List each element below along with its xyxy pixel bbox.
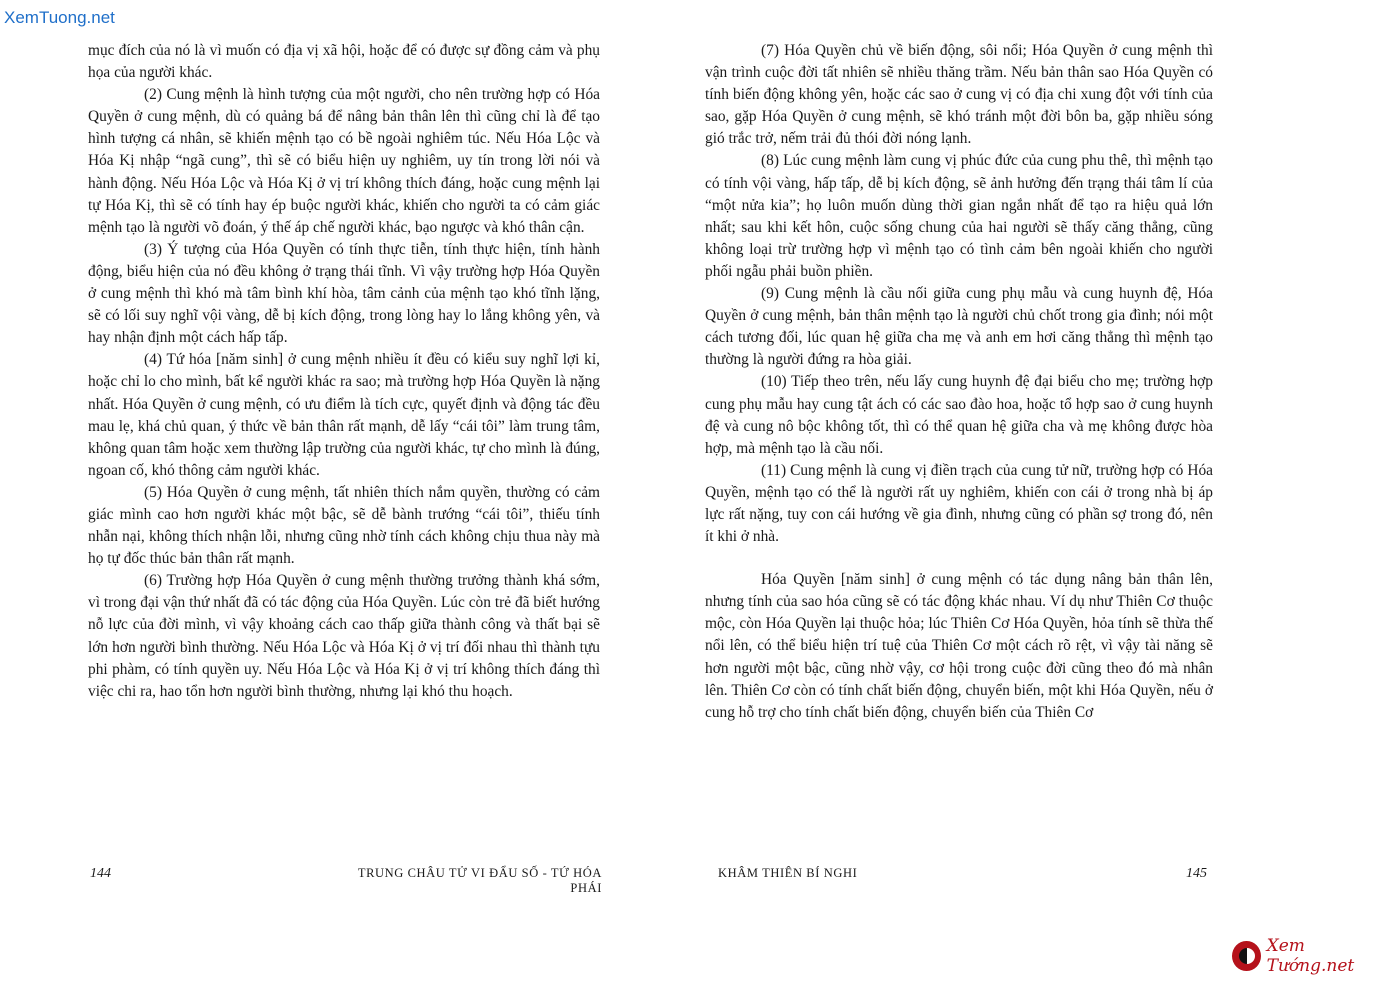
left-page-number: 144 (90, 866, 111, 881)
right-paragraph-6: Hóa Quyền [năm sinh] ở cung mệnh có tác dụng nâng bản thân lên, nhưng tính của sao hóa cũng sẽ có tác động khác nhau. Ví dụ như Thiên Cơ thuộc mộc, còn Hóa Quyền lại thuộc hỏa; lúc Thiên Cơ Hóa Quyền, hỏa tính sẽ thừa thế nổi lên, có thể biểu hiện trí tuệ của Thiên Cơ một cách rõ rệt, vì vậy tài năng sẽ hơn người một bậc, cũng nhờ vậy, cơ hội trong cuộc đời cũng theo đó mà nhân lên. Thiên Cơ còn có tính chất biến động, chuyển biến, một khi Hóa Quyền, nếu ở cung hỗ trợ cho tính chất biến động, chuyển biến của Thiên Cơ (705, 571, 1213, 721)
left-paragraph-3: (3) Ý tượng của Hóa Quyền có tính thực tiễn, tính thực hiện, tính hành động, biểu hiện của nó đều không ở trạng thái tĩnh. Vì vậy trường hợp Hóa Quyền ở cung mệnh thì khó mà tâm bình khí hòa, tâm cảnh của mệnh tạo khó tĩnh lặng, sẽ có lối suy nghĩ vội vàng, dễ bị kích động, trong lòng hay lo lắng không yên, và hay nhận định một cách hấp tấp. (88, 240, 600, 347)
right-paragraph-4: (10) Tiếp theo trên, nếu lấy cung huynh đệ đại biểu cho mẹ; trường hợp cung phụ mẫu hay cung tật ách có các sao đào hoa, hoặc tổ hợp sao ở cung huynh đệ và cung nô bộc không tốt, thì có thể quan hệ giữa cha và mẹ không được hòa hợp, mà mệnh tạo là cầu nối. (705, 373, 1213, 457)
yin-yang-icon (1232, 941, 1261, 971)
right-page-number: 145 (1186, 866, 1207, 881)
right-running-title: KHÂM THIÊN BÍ NGHI (718, 866, 858, 880)
left-page (88, 40, 600, 703)
left-paragraph-1: mục đích của nó là vì muốn có địa vị xã hội, hoặc để có được sự đồng cảm và phụ họa của người khác. (88, 42, 600, 82)
left-paragraph-6: (6) Trường hợp Hóa Quyền ở cung mệnh thường trưởng thành khá sớm, vì trong đại vận thứ nhất đã có tác động của Hóa Quyền. Lúc còn trẻ đã biết hướng nỗ lực của đời mình, vì vậy khoảng cách cao thấp giữa thành công và thất bại sẽ lớn hơn người bình thường. Nếu Hóa Lộc và Hóa Kị ở vị trí đối nhau thì thành tựu phi phàm, có tính quyền uy. Nếu Hóa Lộc và Hóa Kị ở vị trí không thích đáng thì việc chi ra, hao tổn hơn người bình thường, nhưng lại khó thu hoạch. (88, 572, 600, 700)
right-paragraph-1: (7) Hóa Quyền chủ về biến động, sôi nổi; Hóa Quyền ở cung mệnh thì vận trình cuộc đời tất nhiên sẽ nhiều thăng trầm. Nếu bản thân sao Hóa Quyền có tính biến động không yên, hoặc các sao ở cung vị có địa chi xung đột với tính của sao, gặp Hóa Quyền ở cung mệnh, sẽ khó tránh một đời bôn ba, gặp nhiều sóng gió trắc trở, nếm trải đủ thói đời nóng lạnh. (705, 42, 1213, 148)
left-paragraph-5: (5) Hóa Quyền ở cung mệnh, tất nhiên thích nắm quyền, thường có cảm giác mình cao hơn người khác một bậc, sẽ dễ bành trướng “cái tôi”, thiếu tính nhẫn nại, không thích nhận lỗi, nhưng cũng nhờ tính cách không chịu thua này mà họ tự đốc thúc bản thân rất mạnh. (88, 483, 600, 568)
site-logo[interactable] (1232, 937, 1392, 975)
right-paragraph-3: (9) Cung mệnh là cầu nối giữa cung phụ mẫu và cung huynh đệ, Hóa Quyền ở cung mệnh, bản thân mệnh tạo là người chủ chốt trong gia đình; nói một cách tương đối, lúc quan hệ giữa cha mẹ và anh em hơi căng thẳng thì mệnh tạo thường là người đứng ra hòa giải. (705, 285, 1213, 369)
left-running-title: TRUNG CHÂU TỬ VI ĐẨU SỐ - TỨ HÓA PHÁI (357, 866, 602, 895)
logo-text: Xem Tướng.net (1266, 936, 1355, 976)
right-paragraph-2: (8) Lúc cung mệnh làm cung vị phúc đức của cung phu thê, thì mệnh tạo có tính vội vàng, hấp tấp, dễ bị kích động, sẽ ảnh hưởng đến trạng thái tâm lí của “một nửa kia”; họ luôn muốn dùng thời gian ngắn nhất để tạo ra hiệu quả lớn nhất; sau khi kết hôn, cuộc sống chung của hai người sẽ thấy căng thẳng, cũng không loại trừ trường hợp vì mệnh tạo có tình cảm bên ngoài khiến cho người phối ngẫu phải buồn phiền. (705, 152, 1213, 280)
left-paragraph-4: (4) Tứ hóa [năm sinh] ở cung mệnh nhiều ít đều có kiểu suy nghĩ lợi kỉ, hoặc chỉ lo cho mình, bất kể người khác ra sao; mà trường hợp Hóa Quyền là nặng nhất. Hóa Quyền ở cung mệnh, có ưu điểm là tích cực, quyết định và động tác đều mau lẹ, khá chủ quan, ý thức về bản thân rất mạnh, dễ lấy “cái tôi” làm trung tâm, không quan tâm hoặc xem thường lập trường của người khác, tự cho mình là đúng, ngoan cố, khó thông cảm người khác. (88, 351, 600, 479)
left-paragraph-2: (2) Cung mệnh là hình tượng của một người, cho nên trường hợp có Hóa Quyền ở cung mệnh, dù có quảng bá để nâng bản thân lên thì cũng chỉ là để tạo hình tượng cá nhân, sẽ khiến mệnh tạo có bề ngoài nghiêm túc. Nếu Hóa Lộc và Hóa Kị nhập “ngã cung”, thì sẽ có biểu hiện uy nghiêm, uy tín trong lời nói và hành động. Nếu Hóa Lộc và Hóa Kị ở vị trí không thích đáng, hoặc cung mệnh lại tự Hóa Kị, thì sẽ có tính hay ép buộc người khác, khiến cho người ta có cảm giác mệnh tạo là người võ đoán, ý thế áp chế người khác, bạo ngược và khó thân cận. (88, 86, 600, 236)
right-page (705, 40, 1213, 724)
right-paragraph-5: (11) Cung mệnh là cung vị điền trạch của cung tử nữ, trường hợp có Hóa Quyền, mệnh tạo có thể là người rất uy nghiêm, khiến con cái ở trong nhà bị áp lực rất nặng, tuy con cái hướng về gia đình, nhưng cũng có phần sợ trong đó, nên ít khi ở nhà. (705, 461, 1213, 546)
watermark-link[interactable]: XemTuong.net (4, 8, 115, 27)
